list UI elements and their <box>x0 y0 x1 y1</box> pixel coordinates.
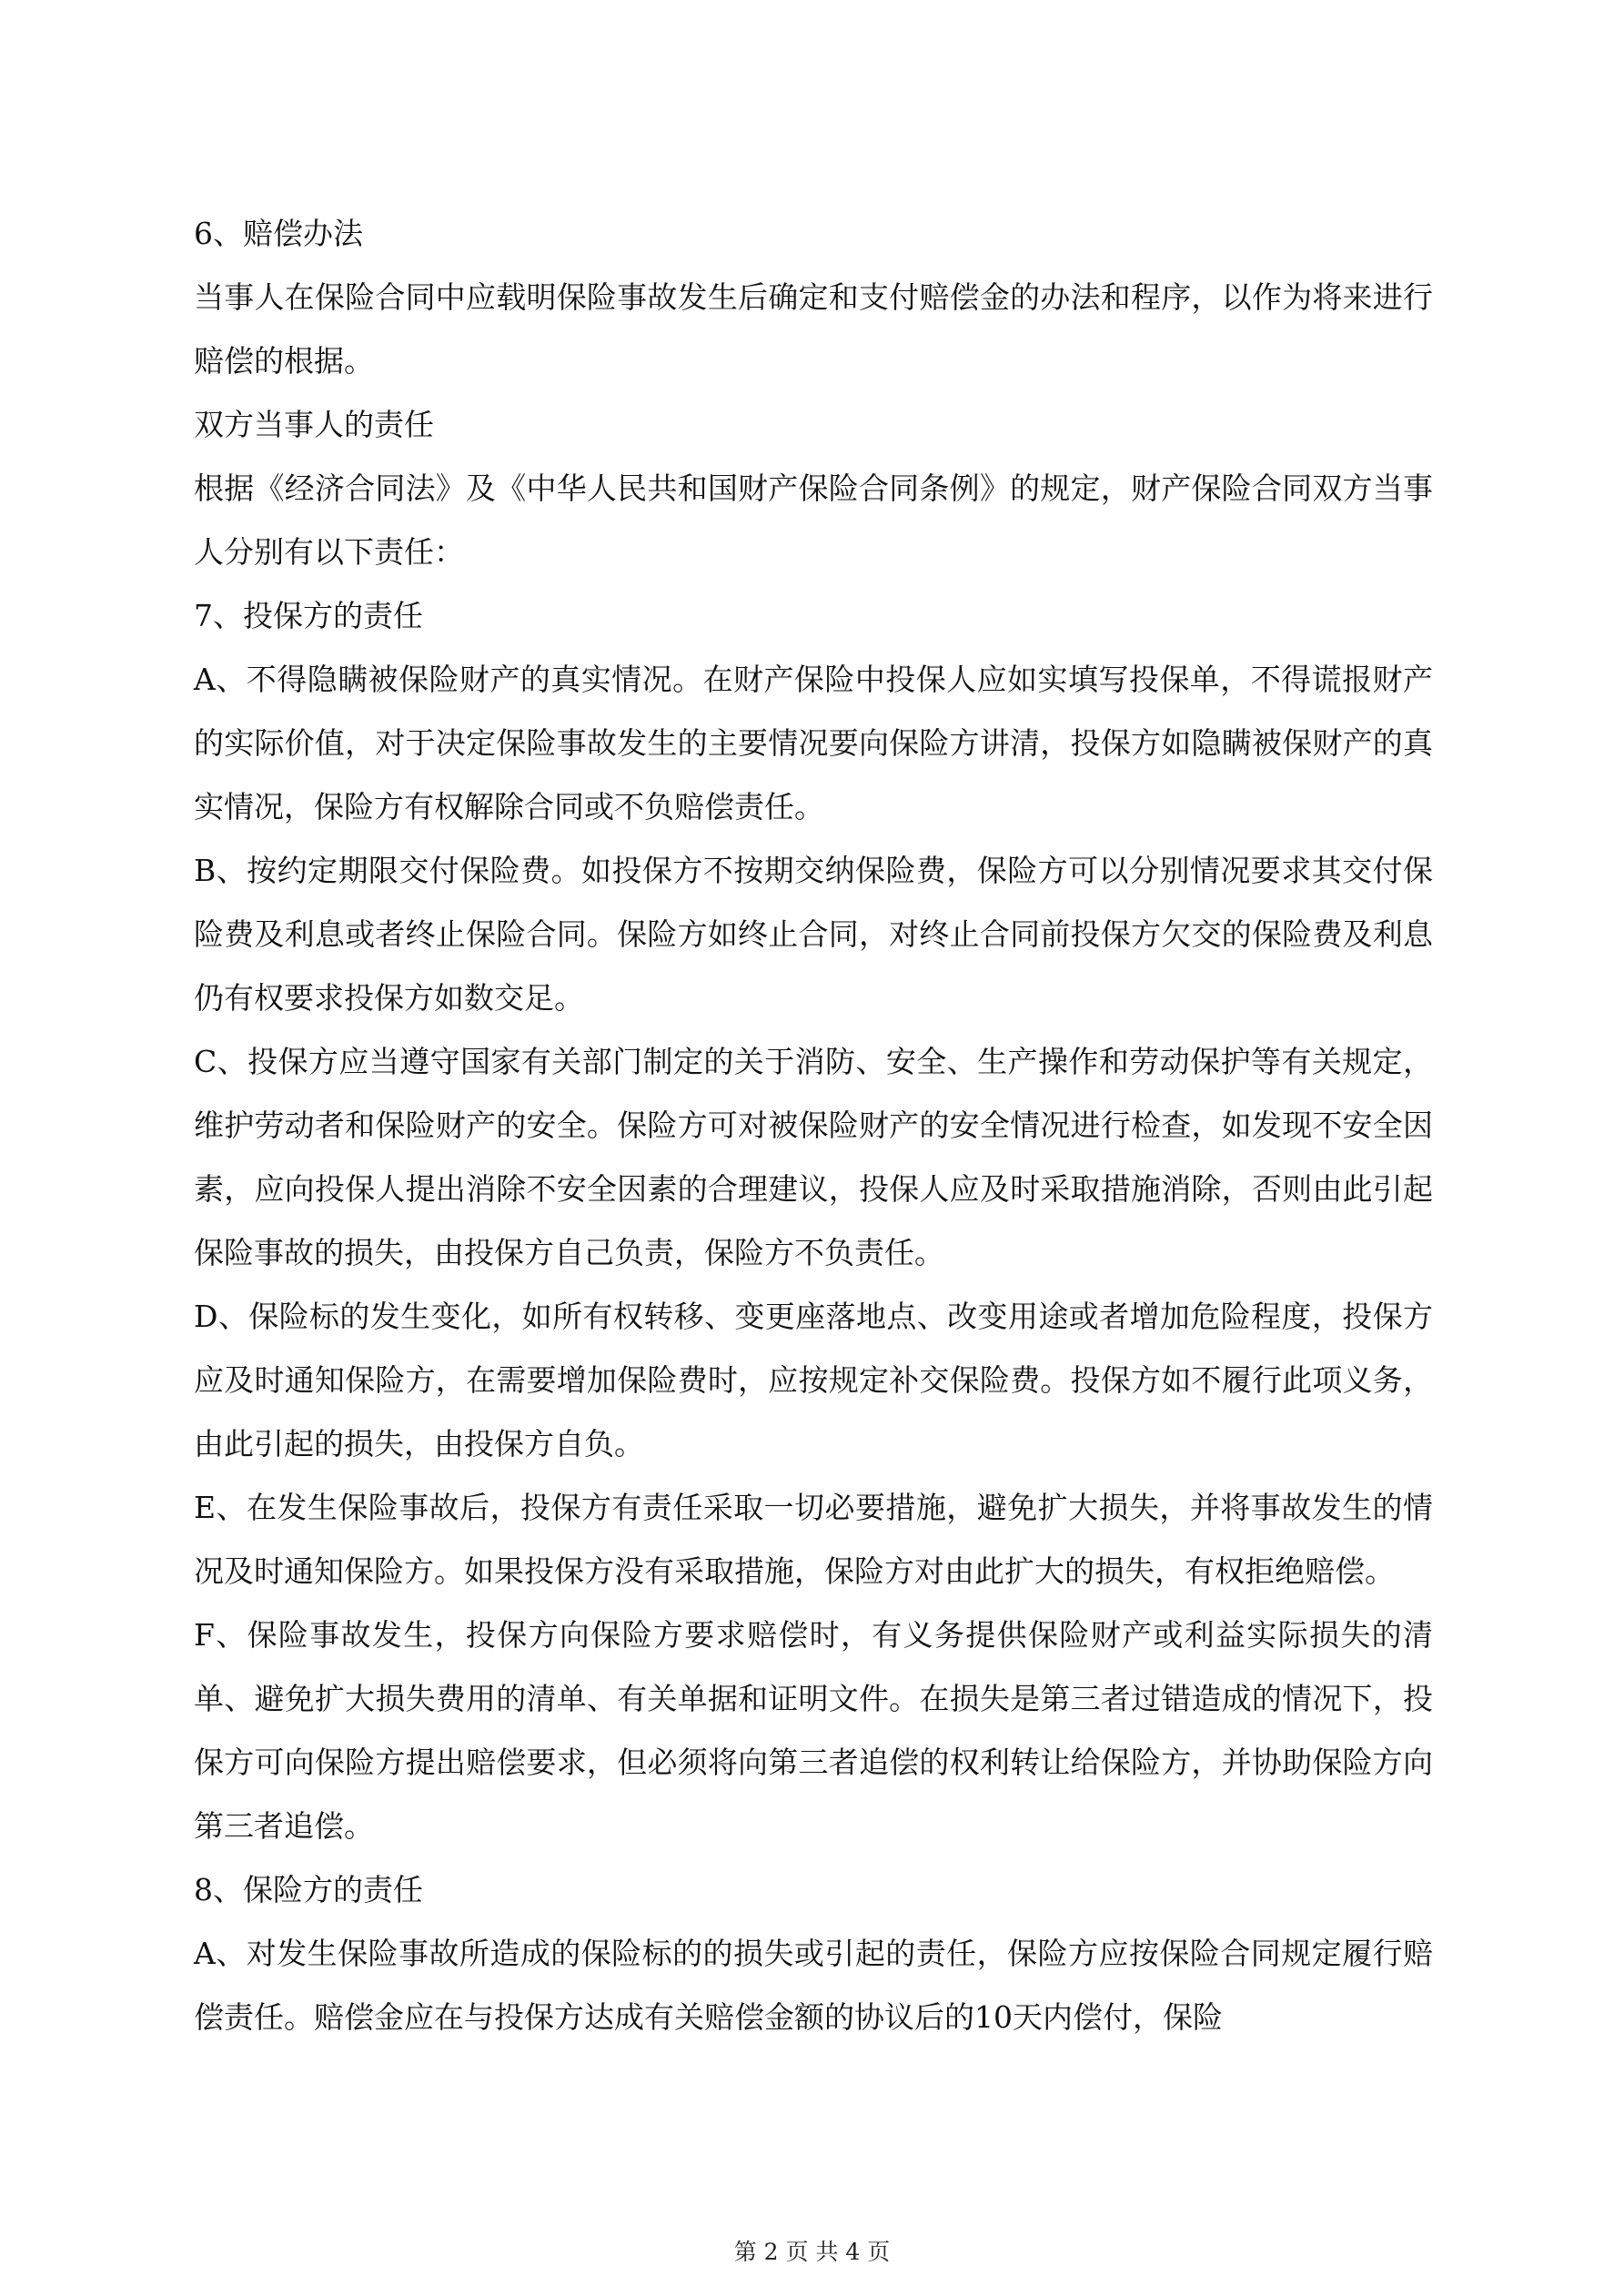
paragraph-item-c-safety: C、投保方应当遵守国家有关部门制定的关于消防、安全、生产操作和劳动保护等有关规定，维护劳动者和保险财产的安全。保险方可对被保险财产的安全情况进行检查，如发现不安全因素，应向投保人提出消除不安全因素的合理建议，投保人应及时采取措施消除，否则由此引起保险事故的损失，由投保方自己负责，保险方不负责任。 <box>194 1044 1433 1270</box>
section-heading-parties-responsibilities: 双方当事人的责任 <box>194 407 434 442</box>
section-heading-insurer-responsibilities: 8、保险方的责任 <box>194 1872 423 1907</box>
paragraph-compensation-method: 当事人在保险合同中应载明保险事故发生后确定和支付赔偿金的办法和程序，以作为将来进行赔偿的根据。 <box>194 279 1433 379</box>
paragraph-insurer-item-a: A、对发生保险事故所造成的保险标的的损失或引起的责任，保险方应按保险合同规定履行赔偿责任。赔偿金应在与投保方达成有关赔偿金额的协议后的10天内偿付，保险 <box>194 1936 1433 2035</box>
paragraph-item-d-change-notice: D、保险标的发生变化，如所有权转移、变更座落地点、改变用途或者增加危险程度，投保方应及时通知保险方，在需要增加保险费时，应按规定补交保险费。投保方如不履行此项义务，由此引起的损失，由投保方自负。 <box>194 1299 1433 1462</box>
page-number-footer: 第 2 页 共 4 页 <box>733 2239 891 2265</box>
paragraph-item-b-premium: B、按约定期限交付保险费。如投保方不按期交纳保险费，保险方可以分别情况要求其交付保险费及利息或者终止保险合同。保险方如终止合同，对终止合同前投保方欠交的保险费及利息仍有权要求投保方如数交足。 <box>194 853 1433 1016</box>
section-heading-compensation: 6、赔偿办法 <box>194 216 363 251</box>
paragraph-item-f-claims: F、保险事故发生，投保方向保险方要求赔偿时，有义务提供保险财产或利益实际损失的清单、避免扩大损失费用的清单、有关单据和证明文件。在损失是第三者过错造成的情况下，投保方可向保险方提出赔偿要求，但必须将向第三者追偿的权利转让给保险方，并协助保险方向第三者追偿。 <box>194 1617 1433 1844</box>
document-body <box>194 202 1433 2049</box>
paragraph-item-e-mitigation: E、在发生保险事故后，投保方有责任采取一切必要措施，避免扩大损失，并将事故发生的情况及时通知保险方。如果投保方没有采取措施，保险方对由此扩大的损失，有权拒绝赔偿。 <box>194 1490 1433 1589</box>
paragraph-item-a-disclosure: A、不得隐瞒被保险财产的真实情况。在财产保险中投保人应如实填写投保单，不得谎报财产的实际价值，对于决定保险事故发生的主要情况要向保险方讲清，投保方如隐瞒被保财产的真实情况，保险方有权解除合同或不负赔偿责任。 <box>194 662 1433 824</box>
section-heading-insured-responsibilities: 7、投保方的责任 <box>194 598 423 633</box>
paragraph-legal-basis: 根据《经济合同法》及《中华人民共和国财产保险合同条例》的规定，财产保险合同双方当事人分别有以下责任： <box>194 470 1433 570</box>
